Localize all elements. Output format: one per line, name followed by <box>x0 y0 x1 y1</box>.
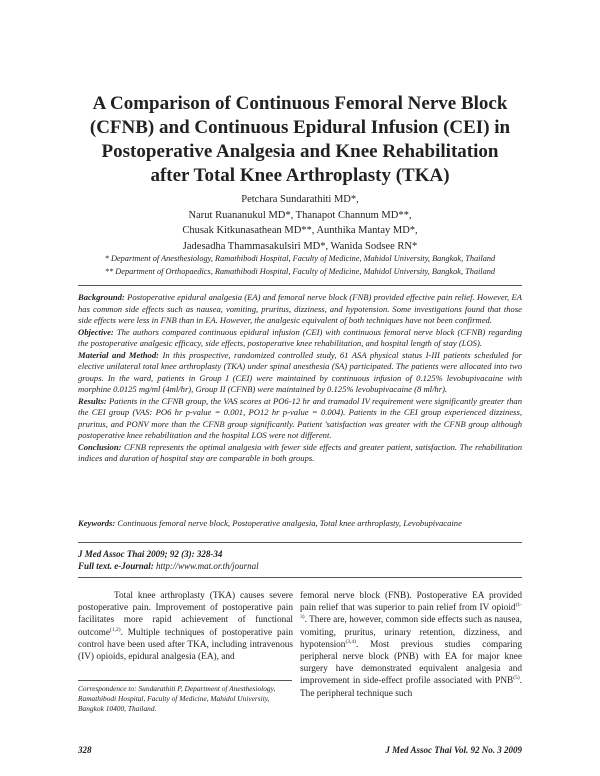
author-line: Jadesadha Thammasakulsiri MD*, Wanida Sodsee RN* <box>182 240 418 252</box>
body-paragraph: femoral nerve block (FNB). Postoperative EA provided pain relief that was superior to pain relief from IV opioid$^{(1-3)}$. There are, however, common side effects such as nausea, vomiting, pruritus, urinary retention, dizziness, and hypotension$^{(3,4)}$. Most previous studies comparing peripheral nerve block (PNB) with EA for major knee surgery have demonstrated equivalent analgesia and improvement in side-effect profile associated with PNB$^{(5)}$. The peripheral technique such <box>300 591 522 699</box>
title-line: after Total Knee Arthroplasty (TKA) <box>150 165 450 186</box>
body-column-left <box>78 590 293 663</box>
divider <box>78 542 522 543</box>
title-line: A Comparison of Continuous Femoral Nerve Block <box>92 93 508 114</box>
page-number: 328 <box>78 745 92 755</box>
page-footer <box>78 745 522 757</box>
citation-line: J Med Assoc Thai 2009; 92 (3): 328-34 <box>78 549 223 559</box>
correspondence: Correspondence to: Sundarathiti P, Department of Anesthesiology, Ramathibodi Hospital, Faculty of Medicine, Mahidol University, Bangkok 10400, Thailand. <box>78 684 276 713</box>
title-line: (CFNB) and Continuous Epidural Infusion (CEI) in <box>89 117 511 138</box>
footnote-divider <box>78 680 292 681</box>
ejournal-link[interactable]: http://www.mat.or.th/journal <box>153 561 259 571</box>
abstract-conclusion: Conclusion: CFNB represents the optimal analgesia with fewer side effects and greater patient, satisfaction. The rehabilitation indices and duration of hospital stay are comparable in both groups. <box>78 441 522 463</box>
keywords-text: Continuous femoral nerve block, Postoperative analgesia, Total knee arthroplasty, Levobupivacaine <box>115 518 462 528</box>
abstract-background: Background: Postoperative epidural analgesia (EA) and femoral nerve block (FNB) provided effective pain relief. However, EA has common side effects such as nausea, vomiting, pruritus, dizziness, and hypotension. Some investigations found that those side effects were less in FNB than in EA. However, the analgesic equivalent of both techniques have not been confirmed. <box>78 292 522 325</box>
divider <box>78 577 522 578</box>
abstract-results: Results: Patients in the CFNB group, the VAS scores at PO6-12 hr and tramadol IV requirement were significantly greater than the CEI group (VAS: PO6 hr p-value = 0.001, PO12 hr p-value = 0.004). Patients in the CEI group experienced dizziness, pruritus, and PONV more than the CFNB group significantly. Patient 'satisfaction was greater with the CFNB group although postoperative knee rehabilitation and the hospital LOS were not different. <box>78 395 522 440</box>
citation <box>78 548 522 572</box>
article-title <box>60 92 540 188</box>
divider <box>78 285 522 286</box>
title-line: Postoperative Analgesia and Knee Rehabilitation <box>101 141 499 162</box>
author-list <box>60 192 540 254</box>
abstract <box>78 292 522 465</box>
abstract-methods: Material and Method: In this prospective, randomized controlled study, 61 ASA physical status I-III patients scheduled for elective unilateral total knee arthroplasty (TKA) under spinal anesthesia (SA) participated. The patients were allocated into two groups. In the ward, patients in Group I (CEI) were maintained by continuous infusion of 0.125% levobupivacaine with morphine 0.0125 mg/ml (4ml/hr), Group II (CFNB) were maintained by 0.125% levobupivacaine (8 ml/hr). <box>78 349 522 394</box>
affiliation-orthopaedics: ** Department of Orthopaedics, Ramathibodi Hospital, Faculty of Medicine, Mahidol University, Bangkok, Thailand <box>104 267 496 276</box>
body-column-right <box>300 590 522 700</box>
author-line: Chusak Kitkunasathean MD**, Aunthika Mantay MD*, <box>182 225 418 236</box>
abstract-objective: Objective: The authors compared continuous epidural infusion (CEI) with continuous femoral nerve block (CFNB) regarding the postoperative analgesic efficacy, side effects, postoperative knee rehabilitation, and hospital length of stay (LOS). <box>78 326 522 348</box>
journal-footer: J Med Assoc Thai Vol. 92 No. 3 2009 <box>385 745 522 755</box>
author-line: Petchara Sundarathiti MD*, <box>241 194 359 205</box>
body-paragraph: Total knee arthroplasty (TKA) causes severe postoperative pain. Improvement of postoperative pain facilitates more rapid achievement of functional outcome$^{(1,2)}$. Multiple techniques of postoperative pain control have been used after TKA, including intravenous (IV) opioids, epidural analgesia (EA), and <box>78 591 293 663</box>
keywords-label: Keywords: <box>78 518 116 528</box>
affiliations <box>60 252 540 278</box>
affiliation-anesthesiology: * Department of Anesthesiology, Ramathibodi Hospital, Faculty of Medicine, Mahidol University, Bangkok, Thailand <box>104 254 496 263</box>
author-line: Narut Ruananukul MD*, Thanapot Channum MD**, <box>188 209 412 221</box>
ejournal-line: Full text. e-Journal: http://www.mat.or.th/journal <box>78 561 259 571</box>
keywords <box>78 518 522 530</box>
